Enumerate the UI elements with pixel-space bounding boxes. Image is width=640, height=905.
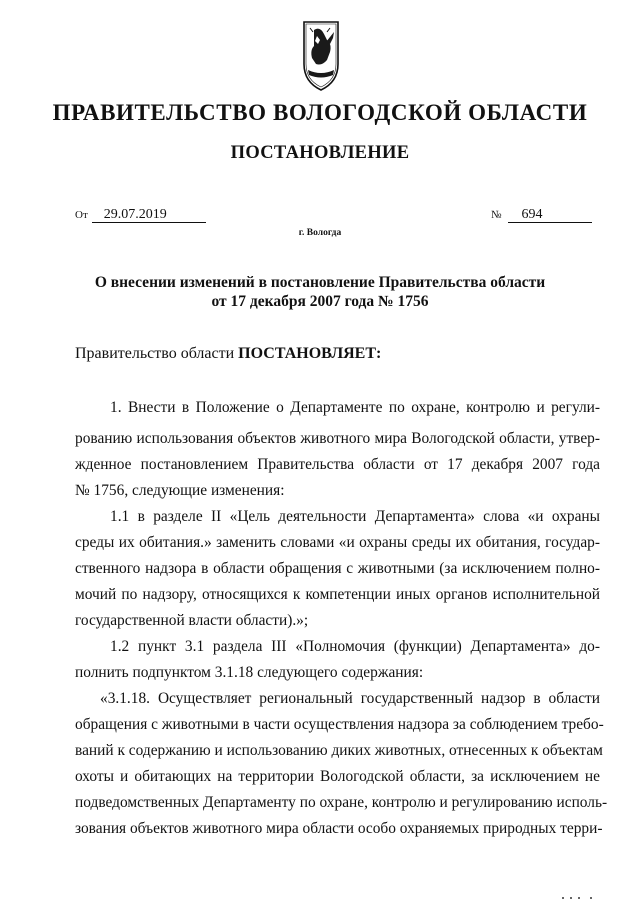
body-line: жденное постановлением Правительства области от 17 декабря 2007 года <box>75 456 600 473</box>
date-value: 29.07.2019 <box>92 207 206 223</box>
body-line: обращения с животными в части осуществления надзора за соблюдением требо- <box>75 716 604 733</box>
body-line: 1.2 пункт 3.1 раздела III «Полномочия (функции) Департамента» до- <box>110 638 600 655</box>
decree-prefix: Правительство области <box>75 345 239 362</box>
date-field <box>75 207 206 223</box>
number-value: 694 <box>508 207 592 223</box>
document-subject <box>0 273 640 311</box>
body-line: полнить подпунктом 3.1.18 следующего содержания: <box>75 664 424 681</box>
city-name: г. Вологда <box>298 228 342 238</box>
body-line: охоты и обитающих на территории Вологодской области, за исключением не <box>75 768 600 785</box>
subject-line: О внесении изменений в постановление Правительства области <box>94 274 546 291</box>
decree-keyword: ПОСТАНОВЛЯЕТ: <box>238 345 382 362</box>
subject-line: от 17 декабря 2007 года № 1756 <box>211 293 429 310</box>
number-field <box>491 207 592 223</box>
number-label: № <box>491 209 502 221</box>
decree-statement <box>75 345 381 363</box>
body-line: среды их обитания.» заменить словами «и охраны среды их обитания, государ- <box>75 534 600 551</box>
scan-marks <box>560 896 600 900</box>
body-line: ваний к содержанию и использованию диких животных, отнесенных к объектам <box>75 742 603 759</box>
body-line: зования объектов животного мира области особо охраняемых природных терри- <box>75 820 603 837</box>
body-line: мочий по надзору, относящихся к компетенции иных органов исполнительной <box>75 586 600 603</box>
date-label: От <box>75 209 88 221</box>
body-line: рованию использования объектов животного мира Вологодской области, утвер- <box>75 430 600 447</box>
body-line: «3.1.18. Осуществляет региональный государственный надзор в области <box>100 690 600 707</box>
body-line: № 1756, следующие изменения: <box>75 482 285 499</box>
body-line: государственной власти области).»; <box>75 612 309 629</box>
coat-of-arms-icon <box>300 20 342 92</box>
body-line: подведомственных Департаменту по охране, контролю и регулированию исполь- <box>75 794 608 811</box>
body-line: ственного надзора в области обращения с животными (за исключением полно- <box>75 560 600 577</box>
body-line: 1.1 в разделе II «Цель деятельности Департамента» слова «и охраны <box>110 508 600 525</box>
document-type: ПОСТАНОВЛЕНИЕ <box>230 143 410 163</box>
government-title: ПРАВИТЕЛЬСТВО ВОЛОГОДСКОЙ ОБЛАСТИ <box>52 100 588 125</box>
body-line: 1. Внести в Положение о Департаменте по охране, контролю и регули- <box>110 399 600 416</box>
